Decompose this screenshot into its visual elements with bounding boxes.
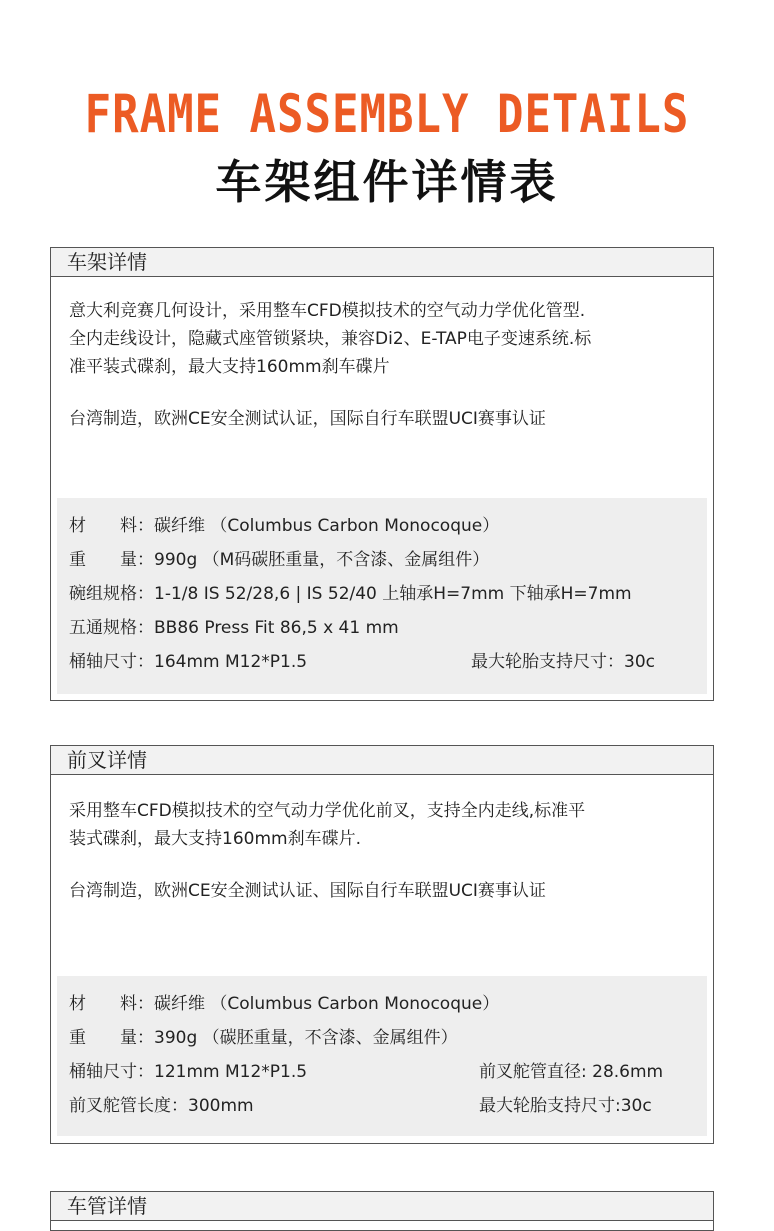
spec-material: 材 料：碳纤维 （Columbus Carbon Monocoque） bbox=[69, 994, 500, 1014]
fork-description bbox=[51, 775, 713, 905]
spec-axle: 桶轴尺寸：121mm M12*P1.5 bbox=[69, 1062, 308, 1082]
frame-desc-line: 台湾制造，欧洲CE安全测试认证，国际自行车联盟UCI赛事认证 bbox=[69, 409, 546, 429]
frame-section-heading: 车架详情 bbox=[51, 248, 713, 277]
frame-description bbox=[51, 277, 713, 433]
fork-details-section bbox=[50, 745, 714, 1144]
spec-steerer-row bbox=[69, 1089, 695, 1123]
spec-steerer-length: 前叉舵管长度：300mm bbox=[69, 1096, 254, 1116]
title-english: FRAME ASSEMBLY DETAILS bbox=[84, 84, 690, 146]
spec-axle: 桶轴尺寸：164mm M12*P1.5 bbox=[69, 652, 308, 672]
frame-details-section bbox=[50, 247, 714, 701]
fork-desc-line: 采用整车CFD模拟技术的空气动力学优化前叉，支持全内走线,标准平 bbox=[69, 801, 586, 821]
fork-desc-line: 装式碟刹，最大支持160mm刹车碟片. bbox=[69, 829, 361, 849]
frame-desc-line: 全内走线设计，隐藏式座管锁紧块，兼容Di2、E-TAP电子变速系统.标 bbox=[69, 329, 592, 349]
spec-headset: 碗组规格：1-1/8 IS 52/28,6 | IS 52/40 上轴承H=7mm 下轴承H=7mm bbox=[69, 584, 632, 604]
tube-details-section bbox=[50, 1191, 714, 1231]
frame-desc-line: 意大利竞赛几何设计，采用整车CFD模拟技术的空气动力学优化管型. bbox=[69, 301, 586, 321]
frame-desc-line: 准平装式碟刹，最大支持160mm刹车碟片 bbox=[69, 357, 390, 377]
spec-axle-row bbox=[69, 1055, 695, 1089]
spec-weight: 重 量：390g （碳胚重量，不含漆、金属组件） bbox=[69, 1028, 458, 1048]
fork-desc-line: 台湾制造，欧洲CE安全测试认证、国际自行车联盟UCI赛事认证 bbox=[69, 881, 546, 901]
spec-weight: 重 量：990g （M码碳胚重量，不含漆、金属组件） bbox=[69, 550, 490, 570]
spec-steerer-diameter: 前叉舵管直径: 28.6mm bbox=[479, 1062, 664, 1082]
spec-material: 材 料：碳纤维 （Columbus Carbon Monocoque） bbox=[69, 516, 500, 536]
fork-section-heading: 前叉详情 bbox=[51, 746, 713, 775]
spec-axle-row bbox=[69, 645, 695, 679]
title-chinese: 车架组件详情表 bbox=[215, 155, 559, 209]
spec-max-tire: 最大轮胎支持尺寸：30c bbox=[471, 652, 655, 672]
frame-spec-panel bbox=[57, 498, 707, 694]
spec-max-tire: 最大轮胎支持尺寸:30c bbox=[479, 1096, 652, 1116]
fork-spec-panel bbox=[57, 976, 707, 1136]
spec-bottom-bracket: 五通规格：BB86 Press Fit 86,5 x 41 mm bbox=[69, 618, 399, 638]
tube-section-heading: 车管详情 bbox=[51, 1192, 713, 1221]
